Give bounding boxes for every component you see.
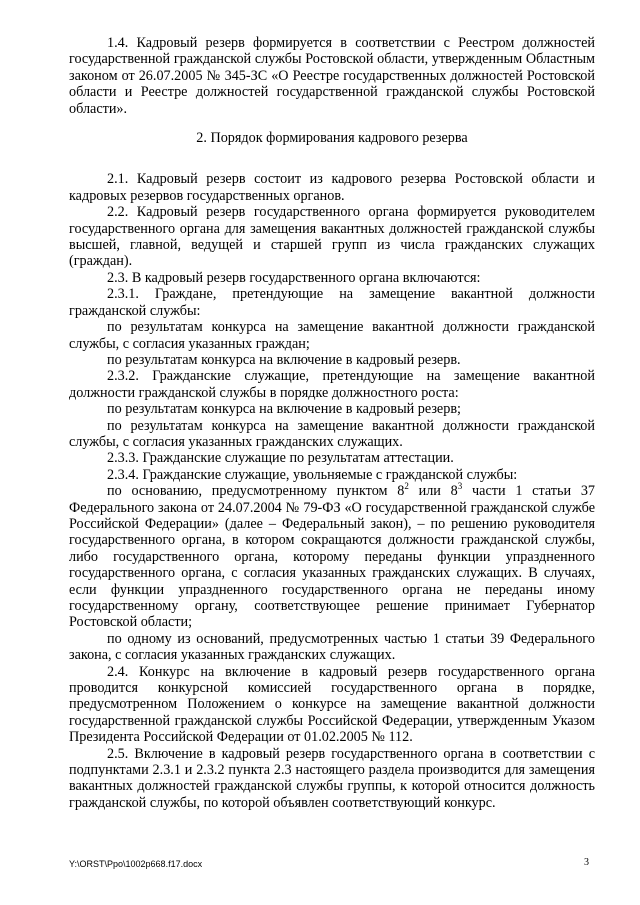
paragraph-2-3: 2.3. В кадровый резерв государственного органа включаются: [107, 269, 481, 286]
text-run: или 8 [408, 483, 458, 500]
spacer [69, 160, 595, 171]
superscript: 2 [404, 481, 409, 492]
footer-file-path: Y:\ORST\Ppo\1002p668.f17.docx [69, 859, 203, 869]
page-number: 3 [584, 857, 589, 868]
paragraph-2-3-4-b: по одному из оснований, предусмотренных частью 1 статьи 39 Федерального закона, с согласия указанных гражданских служащих. [69, 630, 595, 664]
paragraph-2-5: 2.5. Включение в кадровый резерв государственного органа в соответствии с подпунктами 2.3.1 и 2.3.2 пункта 2.3 настоящего раздела производится для замещения вакантных должностей гражданской службы группы, к которой относится должность гражданской службы, по которой объявлен соответствующий конкурс. [69, 745, 595, 811]
paragraph-2-2: 2.2. Кадровый резерв государственного органа формируется руководителем государственного органа для замещения вакантных должностей гражданской службы высшей, главной, ведущей и старшей групп из числа гражданских служащих (граждан). [69, 204, 595, 270]
paragraph-2-1: 2.1. Кадровый резерв состоит из кадрового резерва Ростовской области и кадровых резервов государственных органов. [69, 171, 595, 204]
paragraph-2-3-2-a: по результатам конкурса на включение в кадровый резерв; [107, 401, 461, 418]
paragraph-2-3-2: 2.3.2. Гражданские служащие, претендующие на замещение вакантной должности гражданской службы в порядке должностного роста: [69, 368, 595, 401]
superscript: 3 [457, 481, 463, 492]
section-heading-2: 2. Порядок формирования кадрового резерва [196, 130, 468, 147]
paragraph-2-3-2-b: по результатам конкурса на замещение вакантной должности гражданской службы, с согласия указанных гражданских служащих. [69, 417, 595, 450]
text-run: части 1 статьи 37 Федерального закона от 24.07.2004 № 79-ФЗ «О государственной гражданской службе Российской Федерации» (далее – Федеральный закон), – по решению руководителя государственного органа, в котором сокращаются должности гражданской службы, либо государственного органа, которому переданы функции упраздненного государственного органа, с согласия указанных гражданских служащих. В случаях, если функции упраздненного государственного органа не переданы иному государственному органу, соответствующее решение принимает Губернатор Ростовской области; [69, 483, 596, 631]
paragraph-2-3-1: 2.3.1. Граждане, претендующие на замещение вакантной должности гражданской службы: [69, 286, 595, 319]
paragraph-2-3-3: 2.3.3. Гражданские служащие по результатам аттестации. [107, 450, 454, 467]
paragraph-2-3-4-a [69, 483, 595, 631]
paragraph-2-3-1-a: по результатам конкурса на замещение вакантной должности гражданской службы, с согласия указанных граждан; [69, 319, 595, 352]
paragraph-2-3-4: 2.3.4. Гражданские служащие, увольняемые с гражданской службы: [107, 466, 518, 483]
text-run: по основанию, предусмотренному пунктом 8 [107, 483, 405, 500]
paragraph-1-4: 1.4. Кадровый резерв формируется в соответствии с Реестром должностей государственной гражданской службы Ростовской области, утвержденным Областным законом от 26.07.2005 № 345-ЗС «О Реестре государственных должностей Ростовской области и Реестре должностей государственной гражданской службы Ростовской области». [69, 35, 595, 117]
paragraph-2-4: 2.4. Конкурс на включение в кадровый резерв государственного органа проводится конкурсной комиссией государственного органа в порядке, предусмотренном Положением о конкурсе на замещение вакантной должности государственной гражданской службы Российской Федерации, утвержденным Указом Президента Российской Федерации от 01.02.2005 № 112. [69, 663, 595, 746]
document-body [69, 35, 595, 811]
paragraph-2-3-1-b: по результатам конкурса на включение в кадровый резерв. [107, 351, 461, 368]
